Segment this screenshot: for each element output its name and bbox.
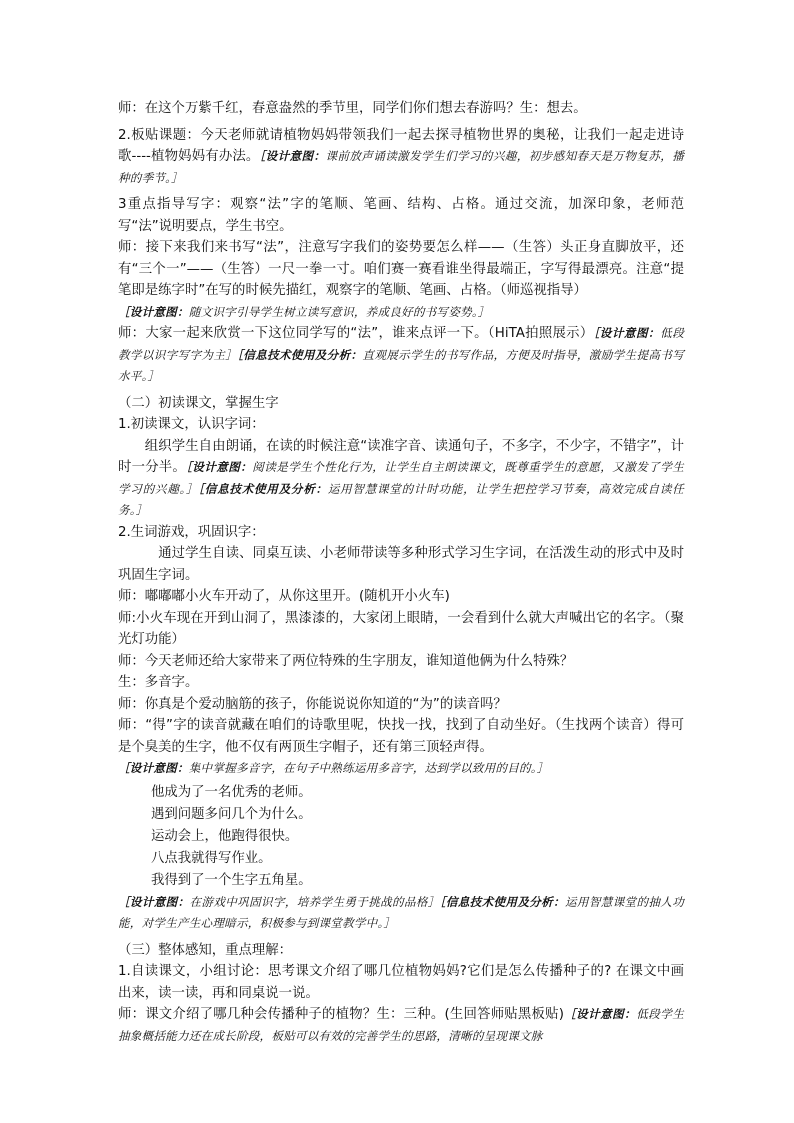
note-text: 在游戏中巩固识字，培养学生勇于挑战的品格］ [189, 894, 440, 909]
note-label: ［信息技术使用及分析： [237, 347, 363, 362]
section-heading: （三）整体感知，重点理解： [118, 942, 293, 958]
note-label: ［设计意图： [593, 326, 661, 340]
note-label: ［信息技术使用及分析： [439, 894, 565, 909]
paragraph: 师：嘟嘟嘟小火车开动了，从你这里开。(随机开小火车) [118, 589, 450, 604]
note-label: ［信息技术使用及分析： [198, 481, 328, 496]
paragraph: 师：今天老师还给大家带来了两位特殊的生字朋友，谁知道他俩为什么特殊？ [118, 653, 574, 669]
paragraph-text: 师：大家一起来欣赏一下这位同学写的“法”，谁来点评一下。（HiTA拍照展示） [118, 326, 594, 341]
note-label: ［设计意图： [186, 460, 253, 474]
paragraph [118, 1004, 684, 1047]
note-text: 随文识字引导学生树立读写意识，养成良好的书写姿势。］ [188, 304, 490, 319]
example-sentence: 他成为了一名优秀的老师。 [151, 784, 312, 800]
tech-analysis-note [118, 482, 684, 518]
note-label: ［设计意图： [563, 1007, 637, 1021]
example-sentence: 八点我就得写作业。 [151, 850, 272, 866]
note-label: ［设计意图： [118, 304, 189, 319]
paragraph: 师：在这个万紫千红，春意盎然的季节里，同学们你们想去春游吗？生：想去。 [118, 101, 587, 116]
note-label: ［设计意图： [259, 149, 326, 163]
design-intent-note [118, 761, 549, 775]
paragraph: 2.生词游戏，巩固识字： [118, 524, 265, 540]
paragraph: 通过学生自读、同桌互读、小老师带读等多种形式学习生字词，在活泼生动的形式中及时巩固生字词。 [118, 546, 684, 583]
note-label: ［设计意图： [118, 761, 189, 775]
paragraph [118, 436, 684, 522]
paragraph [118, 323, 684, 388]
paragraph: 师：你真是个爱动脑筋的孩子，你能说说你知道的“为”的读音吗？ [118, 696, 507, 712]
paragraph [118, 302, 684, 324]
paragraph [118, 125, 684, 190]
note-text: 低段教学以识字写字为主］ [118, 326, 685, 362]
note-text: 直观展示学生的书写作品，方便及时指导，激励学生提高书写水平。］ [118, 347, 684, 383]
design-intent-note [118, 305, 490, 319]
note-text: 阅读是学生个性化行为，让学生自主朗读课文，既尊重学生的意愿，又激发了学生学习的兴趣。］ [118, 460, 685, 496]
paragraph: 师：接下来我们来书写“法”，注意写字我们的姿势要怎么样——（生答）头正身直脚放平，还有“三个一”——（生答）一尺一拳一寸。咱们赛一赛看谁坐得最端正，字写得最漂亮。注意“提笔即是练字时”在写的时候先描红，观察字的笔顺、笔画、占格。（师巡视指导） [118, 240, 684, 298]
paragraph: 师：“得”字的读音就藏在咱们的诗歌里呢，快找一找，找到了自动坐好。（生找两个读音）得可是个臭美的生字，他不仅有两顶生字帽子，还有第三顶轻声得。 [118, 718, 684, 755]
paragraph: 师:小火车现在开到山洞了，黑漆漆的，大家闭上眼睛，一会看到什么就大声喊出它的名字。（聚光灯功能） [118, 610, 684, 647]
section-heading: （二）初读课文，掌握生字 [118, 395, 279, 411]
note-text: 课前放声诵读激发学生们学习的兴趣，初步感知春天是万物复苏，播种的季节。］ [118, 149, 684, 185]
paragraph [118, 892, 684, 935]
example-sentence: 我得到了一个生字五角星。 [151, 872, 312, 888]
example-sentences [118, 782, 684, 892]
paragraph: 3重点指导写字：观察“法”字的笔顺、笔画、结构、占格。通过交流，加深印象，老师范写“法”说明要点，学生书空。 [118, 197, 684, 234]
paragraph [118, 758, 684, 780]
paragraph: 1.初读课文，认识字词： [118, 417, 265, 432]
note-text: 低段学生抽象概括能力还在成长阶段，板贴可以有效的完善学生的思路，清晰的呈现课文脉 [118, 1007, 684, 1043]
example-sentence: 遇到问题多问几个为什么。 [151, 806, 312, 822]
paragraph-text: 2.板贴课题：今天老师就请植物妈妈带领我们一起去探寻植物世界的奥秘，让我们一起走进诗歌----植物妈妈有办法。 [118, 127, 684, 164]
note-text: 运用智慧课堂的计时功能，让学生把控学习节奏，高效完成自读任务。］ [118, 481, 684, 517]
paragraph: 生：多音字。 [118, 675, 199, 690]
paragraph-text: 师：课文介绍了哪几种会传播种子的植物？生：三种。(生回答师贴黑板贴) [118, 1007, 564, 1022]
document-page [118, 98, 684, 1047]
note-text: 集中掌握多音字，在句子中熟练运用多音字，达到学以致用的目的。］ [188, 761, 549, 775]
example-sentence: 运动会上，他跑得很快。 [151, 828, 299, 844]
paragraph-text: 组织学生自由朗诵，在读的时候注意“读准字音、读通句子，不多字，不少字，不错字”，计时一分半。 [118, 438, 684, 475]
paragraph: 1.自读课文，小组讨论：思考课文介绍了哪几位植物妈妈?它们是怎么传播种子的? 在课文中画出来，读一读，再和同桌说一说。 [118, 964, 684, 1001]
note-label: ［设计意图： [118, 894, 190, 909]
note-text: 运用智慧课堂的抽人功能，对学生产生心理暗示，积极参与到课堂教学中。］ [118, 894, 685, 930]
design-intent-note [118, 895, 440, 909]
